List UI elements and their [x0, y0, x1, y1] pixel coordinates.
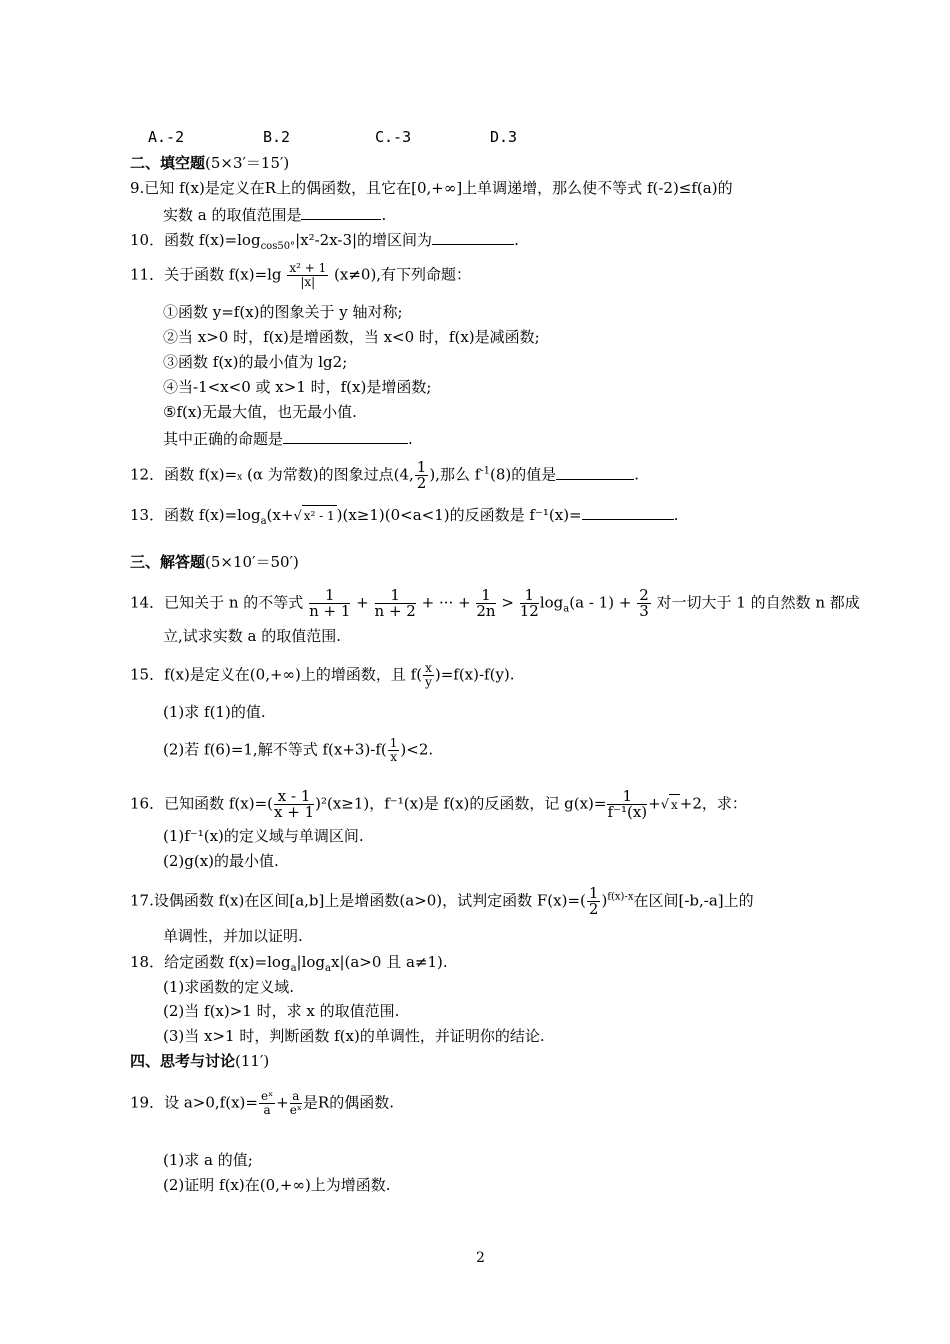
answer-blank: [432, 228, 514, 245]
question-18-text-3: x|(a>0 且 a≠1).: [331, 953, 448, 971]
fraction: [388, 737, 400, 764]
radicand: x² - 1: [302, 505, 337, 526]
answer-blank: [556, 463, 634, 480]
section-score: (11′): [235, 1052, 270, 1070]
question-18-text-2: |log: [296, 953, 326, 971]
numerator: 2: [639, 586, 649, 604]
question-18-part3: (3)当 x>1 时，判断函数 f(x)的单调性，并证明你的结论.: [163, 1027, 545, 1045]
denominator: y: [425, 675, 432, 689]
question-13-text: 13．函数 f(x)=log: [130, 506, 261, 524]
fraction: [274, 789, 314, 820]
section-discussion: [130, 1051, 269, 1071]
numerator: x² + 1: [289, 261, 327, 275]
period: .: [381, 206, 387, 224]
question-13-text-2: (x+: [266, 506, 294, 524]
question-10: [130, 228, 519, 257]
numerator: a: [290, 1090, 302, 1104]
denominator: 12: [519, 602, 539, 620]
question-17: 17.设偶函数 f(x)在区间[a,b]上是增函数(a>0)，试判定函数 F(x)=( $\frac{1}{2}$ )$^{f(x)-x}$在区间[-b,-a]上的: [130, 884, 754, 918]
question-15: [130, 662, 515, 689]
numerator: eˣ: [260, 1089, 274, 1103]
numerator: x: [425, 661, 432, 675]
question-17-line2: 单调性，并加以证明.: [163, 927, 303, 945]
numerator: 1: [309, 588, 350, 604]
fraction: [520, 588, 539, 619]
plus-sign: +: [648, 794, 661, 813]
section-score: (5×10′＝50′): [205, 553, 299, 571]
question-15-part2: [163, 737, 433, 764]
fraction: [476, 588, 495, 619]
numerator: 1: [375, 588, 416, 604]
fraction: [375, 588, 416, 619]
answer-blank: [582, 503, 674, 520]
numerator: 1: [416, 458, 427, 476]
answer-blank: [301, 203, 381, 220]
question-16-part1: (1)f⁻¹(x)的定义域与单调区间.: [163, 827, 364, 845]
section-title: 四、思考与讨论: [130, 1052, 236, 1070]
question-9-line2: [163, 203, 386, 225]
numerator: 1: [607, 789, 647, 805]
fraction: [587, 886, 601, 917]
question-19-text: 19．设 a>0,f(x)=: [130, 1093, 258, 1112]
question-9-line1: 9.已知 f(x)是定义在R上的偶函数，且它在[0,+∞]上单调递增，那么使不等式 f(-2)≤f(a)的: [130, 179, 733, 197]
option-c: C.-3: [375, 128, 412, 146]
question-16-part2: (2)g(x)的最小值.: [163, 852, 279, 870]
ask-text: 其中正确的命题是: [163, 430, 284, 448]
greater-sign: >: [501, 593, 514, 612]
fraction: [415, 460, 429, 491]
period: .: [634, 465, 640, 484]
exponent: f(x)-x: [607, 891, 634, 903]
question-19-part2: (2)证明 f(x)在(0,+∞)上为增函数.: [163, 1176, 391, 1194]
question-19-text-2: 是R的偶函数.: [302, 1093, 394, 1112]
question-10-text: 10．函数 f(x)=log: [130, 231, 261, 249]
denominator: 2n: [476, 602, 496, 620]
radicand: x: [669, 794, 680, 815]
fraction: [259, 1090, 275, 1117]
question-14-line2: 立,试求实数 a 的取值范围.: [163, 627, 342, 645]
question-11-text: 11．关于函数 f(x)=lg: [130, 265, 282, 284]
question-18-text: 18．给定函数 f(x)=log: [130, 953, 291, 971]
question-16: 16．已知函数 f(x)=( $\frac{x - 1}{x + 1}$ )²(x≥1)，f⁻¹(x)是 f(x)的反函数，记 g(x)= $\frac{1}{\text{f⁻¹(x)}}$ +√ x +2，求：: [130, 787, 747, 821]
denominator: a: [263, 1103, 271, 1117]
denominator: n + 2: [374, 602, 416, 620]
numerator: 1: [389, 736, 398, 750]
answer-blank: [283, 427, 408, 444]
question-18: [130, 952, 448, 979]
question-18-part2: (2)当 f(x)>1 时，求 x 的取值范围.: [163, 1002, 400, 1020]
option-a: A.-2: [148, 128, 185, 146]
numerator: 1: [476, 588, 495, 604]
log-base: a: [563, 603, 570, 615]
log-base: a: [325, 963, 331, 974]
power-base: x: [237, 472, 243, 483]
log-base: a: [260, 516, 267, 527]
denominator: x + 1: [274, 803, 315, 821]
option-d: D.3: [490, 128, 518, 146]
question-13: 13．函数 $f(x)=\log_a(x+√$ x² - 1 )(x≥1)(0<a<1)的反函数是 f⁻¹(x)= .: [130, 503, 678, 532]
plus-sign: +: [276, 1093, 289, 1112]
fraction: [309, 588, 350, 619]
denominator: 2: [416, 474, 427, 492]
question-19: [130, 1090, 394, 1117]
question-13-text-3: )(x≥1)(0<a<1)的反函数是 f⁻¹(x)=: [336, 506, 582, 524]
numerator: 1: [588, 884, 599, 902]
question-10-text-2: |x²-2x-3|的增区间为: [295, 231, 433, 249]
option-b: B.2: [263, 128, 291, 146]
proposition-3: ③函数 f(x)的最小值为 lg2;: [163, 353, 348, 371]
proposition-1: ①函数 y=f(x)的图象关于 y 轴对称;: [163, 303, 403, 321]
section-score: (5×3′＝15′): [205, 154, 290, 172]
question-17-text: 17.设偶函数 f(x)在区间[a,b]上是增函数(a>0)，试判定函数 F(x)=(: [130, 891, 586, 910]
fraction: [423, 662, 434, 689]
question-14-text: 14．已知关于 n 的不等式: [130, 593, 304, 612]
fraction: [290, 1090, 302, 1117]
denominator: n + 1: [309, 602, 351, 620]
section-title: 二、填空题: [130, 154, 206, 172]
question-17-text-2: 在区间[-b,-a]上的: [633, 891, 754, 910]
question-16-text-3: +2，求：: [679, 794, 747, 813]
question-15-text: 15．f(x)是定义在(0,+∞)上的增函数，且 f(: [130, 665, 423, 684]
question-12-text: 12．函数 f(x)=: [130, 465, 238, 484]
question-16-text-2: )²(x≥1)，f⁻¹(x)是 f(x)的反函数，记 g(x)=: [315, 794, 607, 813]
numerator: x - 1: [274, 789, 314, 805]
section-solutions: [130, 552, 299, 572]
ellipsis: + ··· +: [421, 593, 471, 612]
question-15-text-2: )=f(x)-f(y).: [434, 665, 515, 684]
question-19-part1: (1)求 a 的值;: [163, 1151, 253, 1169]
section-title: 三、解答题: [130, 553, 206, 571]
question-14: [130, 588, 860, 620]
question-12-text-2: (α 为常数)的图象过点(4,: [247, 465, 414, 484]
question-11-text-2: (x≠0),有下列命题：: [334, 265, 472, 284]
period: .: [673, 506, 679, 524]
denominator: eˣ: [289, 1103, 302, 1117]
period: .: [514, 231, 519, 249]
question-12: 12．函数 f(x)=x (α 为常数)的图象过点(4, $\frac{1}{2}$ ),那么 $f^{-1}(8)$的值是 .: [130, 458, 640, 492]
question-15-part1: (1)求 f(1)的值.: [163, 703, 266, 721]
question-18-part1: (1)求函数的定义域.: [163, 978, 295, 996]
question-11: [130, 262, 471, 289]
page-number: 2: [476, 1250, 485, 1266]
log-text: log: [539, 593, 564, 612]
section-fill-in: [130, 153, 289, 173]
question-11-ask: [163, 427, 413, 449]
part2-text: (2)若 f(6)=1,解不等式 f(x+3)-f(: [163, 740, 387, 759]
question-12-text-4: (8)的值是: [490, 465, 557, 484]
fraction: [287, 262, 328, 289]
question-16-text: 16．已知函数 f(x)=(: [130, 794, 273, 813]
plus-sign: +: [356, 593, 369, 612]
question-9-text: 实数 a 的取值范围是: [163, 206, 302, 224]
period: .: [408, 430, 413, 448]
proposition-5: ⑤f(x)无最大值，也无最小值.: [163, 403, 357, 421]
denominator: x: [390, 750, 397, 764]
part2-text-2: )<2.: [400, 740, 434, 759]
denominator: 3: [639, 602, 649, 620]
proposition-2: ②当 x>0 时，f(x)是增函数，当 x<0 时，f(x)是减函数;: [163, 328, 540, 346]
log-argument: (a - 1): [569, 593, 615, 612]
plus-sign: +: [618, 593, 632, 612]
log-base: a: [290, 963, 297, 974]
question-14-text-2: 对一切大于 1 的自然数 n 都成: [656, 593, 860, 612]
fraction: [637, 588, 651, 619]
question-12-text-3: ),那么 f: [429, 465, 481, 484]
numerator: 1: [520, 588, 539, 604]
log-base: cos50°: [260, 241, 296, 252]
denominator: f⁻¹(x): [607, 803, 648, 821]
denominator: 2: [588, 900, 599, 918]
denominator: |x|: [300, 275, 316, 289]
proposition-4: ④当-1<x<0 或 x>1 时，f(x)是增函数;: [163, 378, 432, 396]
fraction: [607, 789, 647, 820]
